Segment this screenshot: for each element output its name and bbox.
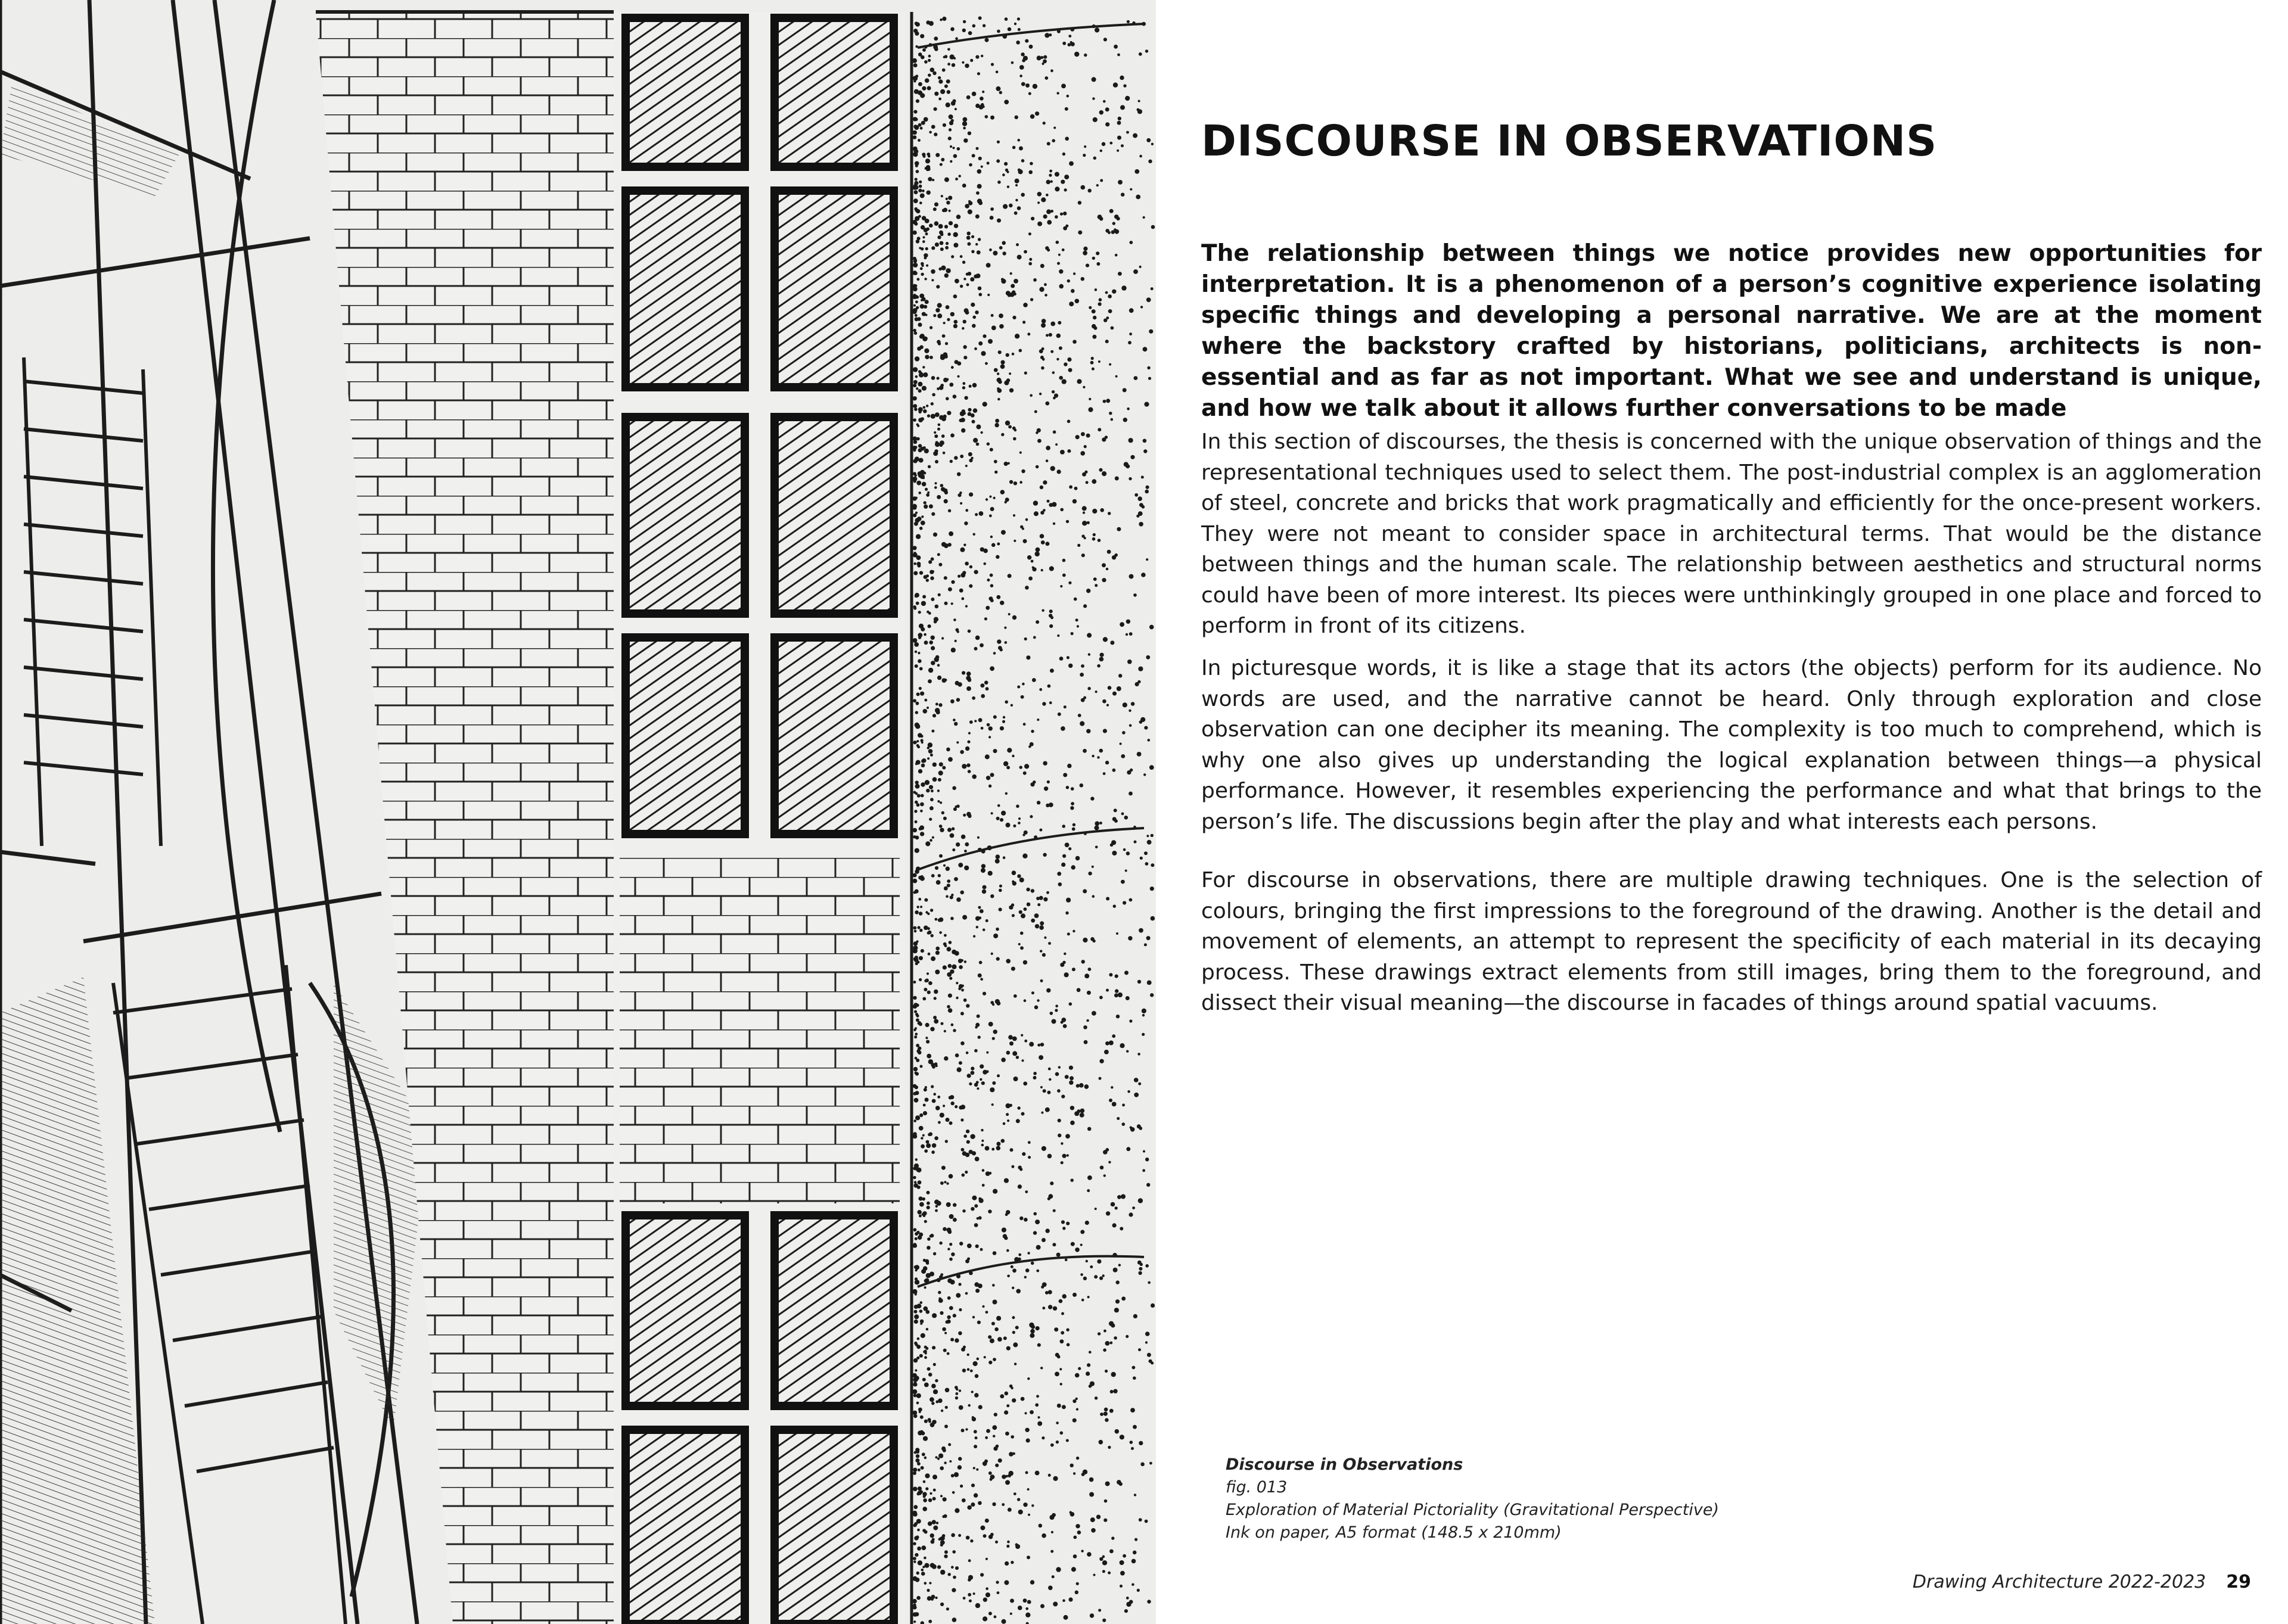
caption-medium: Ink on paper, A5 format (148.5 x 210mm): [1226, 1523, 1562, 1542]
body-paragraph-2: In picturesque words, it is like a stage that its actors (the objects) perform for its audience. No words are used, and the narrative cannot be heard. Only through exploration and close observation can one decipher its meaning. The complexity is too much to comprehend, which is why one also gives up understanding the logical explanation between things—a physical performance. However, it resembles experiencing the performance and what that brings to the person’s life. The discussions begin after the play and what interests each persons.: [1201, 656, 2262, 834]
figure-caption: [1226, 1454, 1762, 1544]
caption-figure-number: fig. 013: [1226, 1478, 1288, 1497]
page-footer: [1913, 1570, 2251, 1594]
window-column: [614, 12, 906, 1624]
page-title: DISCOURSE IN OBSERVATIONS: [1201, 116, 1938, 166]
page-number: 29: [2226, 1572, 2251, 1592]
publication-title: Drawing Architecture 2022-2023: [1912, 1572, 2206, 1592]
caption-title: Discourse in Observations: [1226, 1455, 1463, 1474]
intro-paragraph: The relationship between things we notice provides new opportunities for interpretation. It is a phenomenon of a person’s cognitive experience isolating specific things and developing a personal narrative. We are at the moment where the backstory crafted by historians, politicians, architects is non-essential and as far as not important. What we see and understand is unique, and how we talk about it allows further conversations to be made: [1201, 240, 2262, 422]
body-paragraph-3: For discourse in observations, there are multiple drawing techniques. One is the selection of colours, bringing the first impressions to the foreground of the drawing. Another is the detail and movement of elements, an attempt to represent the specificity of each material in its decaying process. These drawings extract elements from still images, bring them to the foreground, and dissect their visual meaning—the discourse in facades of things around spatial vacuums.: [1201, 868, 2262, 1015]
brick-infill-middle: [620, 858, 900, 1203]
body-paragraph-1: In this section of discourses, the thesis is concerned with the unique observation of things and the representational techniques used to select them. The post-industrial complex is an agglomeration of steel, concrete and bricks that work pragmatically and efficiently for the once-present workers. They were not meant to consider space in architectural terms. That would be the distance between things and the human scale. The relationship between aesthetics and structural norms could have been of more interest. Its pieces were unthinkingly grouped in one place and forced to perform in front of its citizens.: [1201, 430, 2262, 638]
caption-description: Exploration of Material Pictoriality (Gravitational Perspective): [1226, 1501, 1719, 1519]
